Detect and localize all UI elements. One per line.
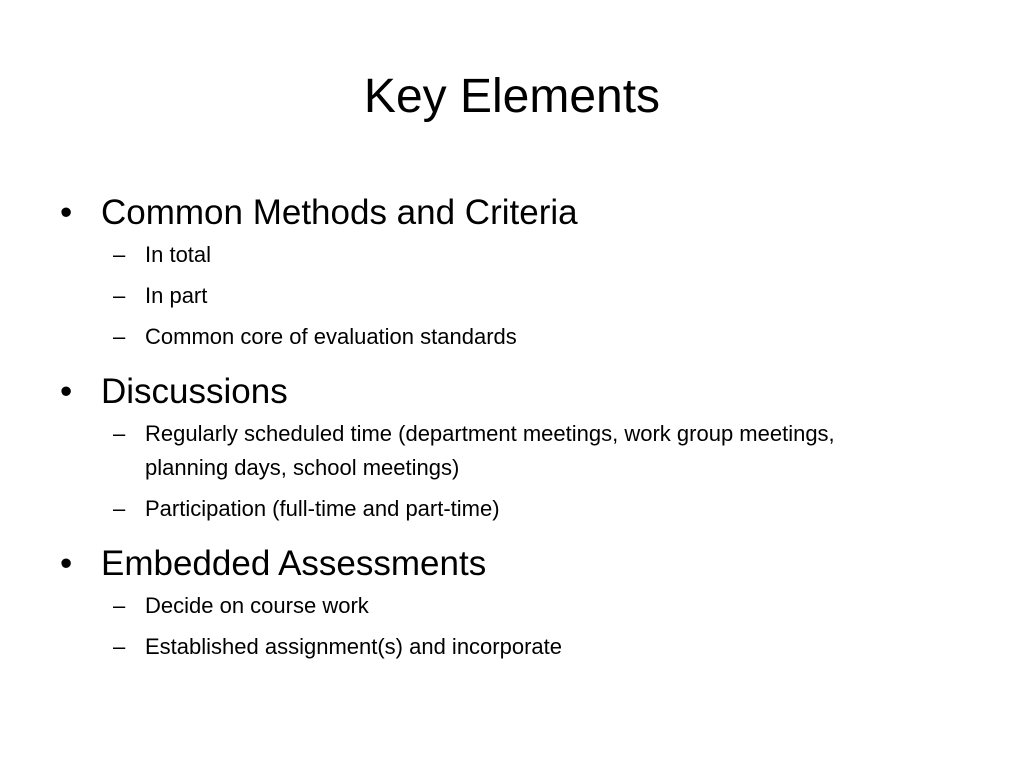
sub-item-text: In total — [145, 242, 212, 267]
slide-title: Key Elements — [363, 70, 661, 123]
sub-item — [60, 630, 865, 664]
sub-item — [60, 589, 865, 623]
dash-icon: – — [113, 421, 126, 446]
bullet-item — [60, 188, 960, 238]
sub-item — [60, 279, 865, 313]
bullet-text: Discussions — [101, 372, 288, 411]
sub-item — [60, 320, 865, 354]
bullet-item — [60, 539, 960, 589]
bullet-icon: • — [60, 193, 73, 232]
bullet-item — [60, 367, 960, 417]
sub-item-text: Decide on course work — [145, 593, 369, 618]
dash-icon: – — [113, 283, 126, 308]
dash-icon: – — [113, 242, 126, 267]
bullet-text: Embedded Assessments — [101, 544, 487, 583]
dash-icon: – — [113, 324, 126, 349]
dash-icon: – — [113, 634, 126, 659]
bullet-icon: • — [60, 544, 73, 583]
bullet-icon: • — [60, 372, 73, 411]
sub-item-text: Common core of evaluation standards — [145, 324, 517, 349]
sub-item — [60, 238, 865, 272]
sub-item — [60, 492, 865, 526]
sub-item-text: In part — [145, 283, 208, 308]
bullet-text: Common Methods and Criteria — [101, 193, 578, 232]
sub-item-text: Regularly scheduled time (department meetings, work group meetings, planning days, school meetings) — [145, 421, 835, 480]
sub-item-text: Established assignment(s) and incorporate — [145, 634, 563, 659]
dash-icon: – — [113, 593, 126, 618]
sub-item — [60, 417, 865, 485]
bullet-list — [60, 188, 960, 664]
sub-item-text: Participation (full-time and part-time) — [145, 496, 500, 521]
dash-icon: – — [113, 496, 126, 521]
